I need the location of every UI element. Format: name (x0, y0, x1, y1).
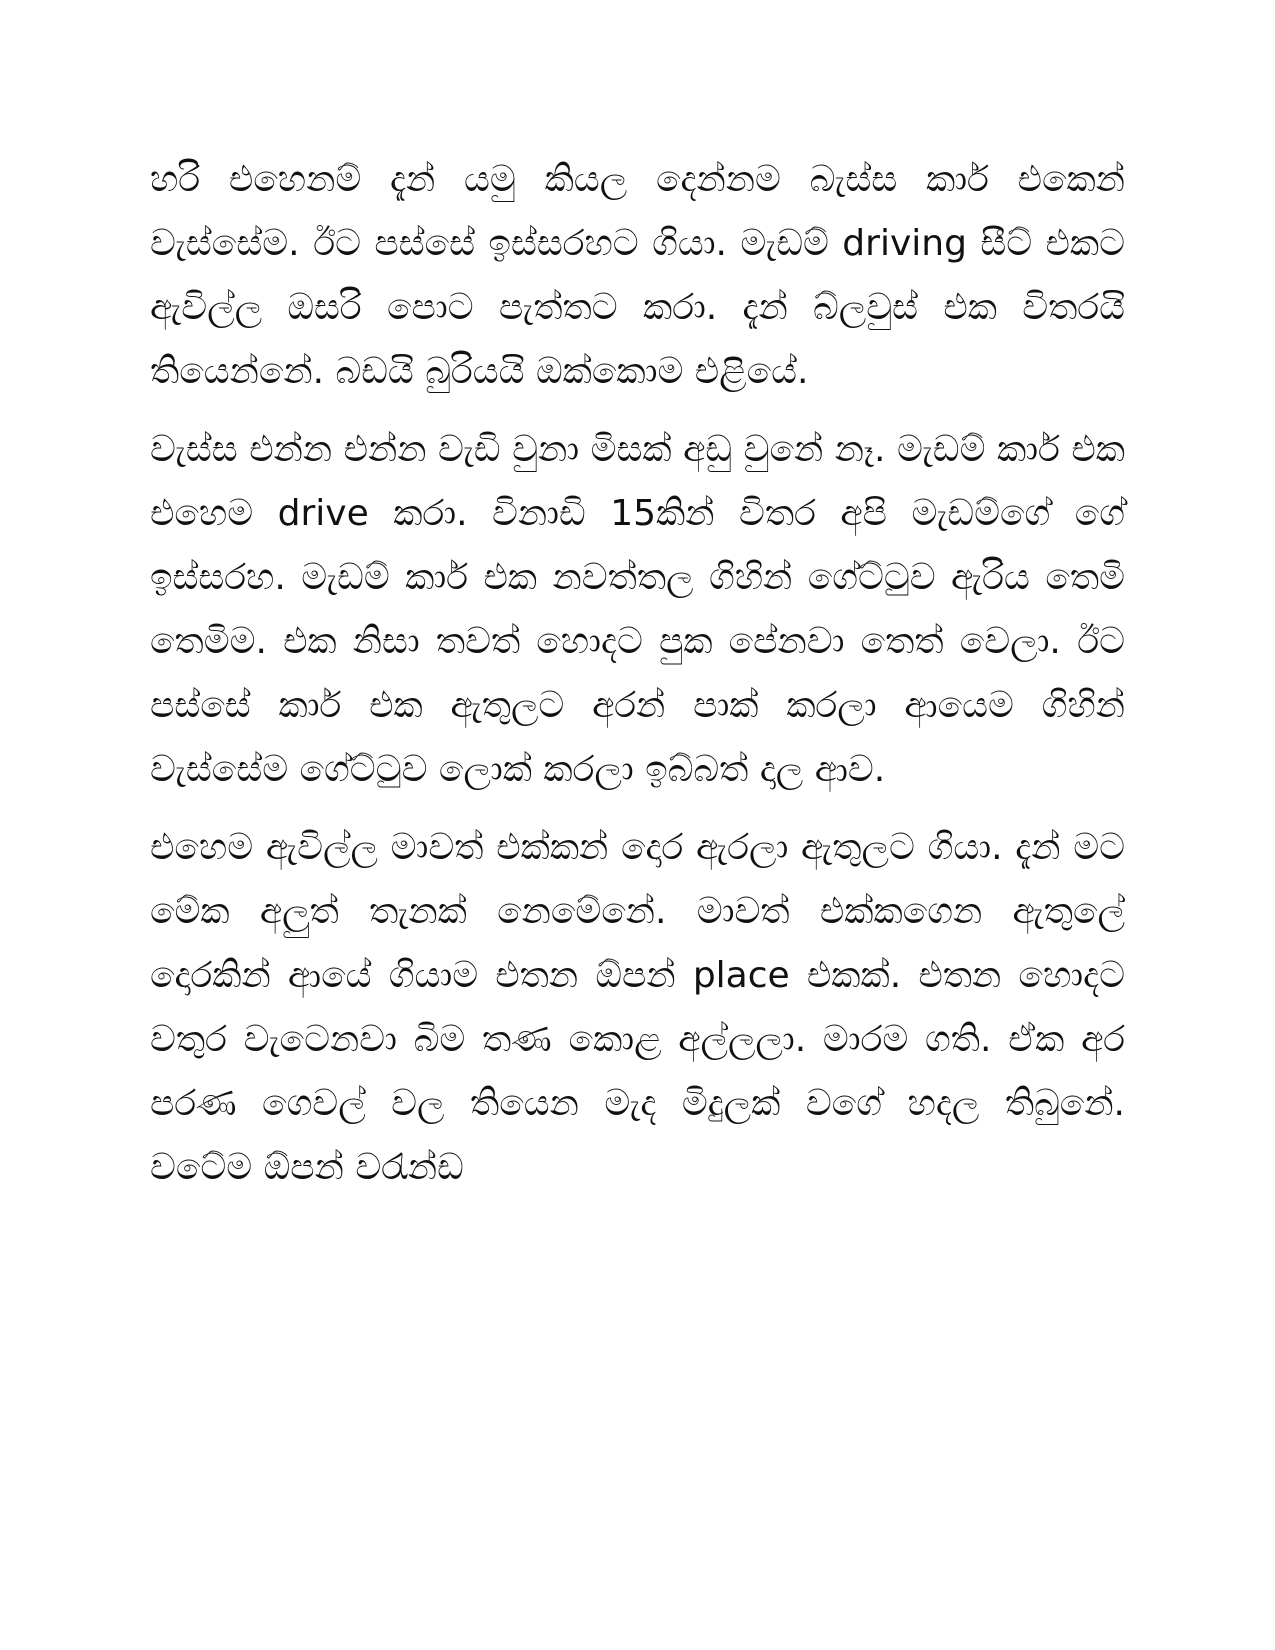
paragraph-2: වැස්ස එන්න එන්න වැඩි වුනා මිසක් අඩු වුනේ නෑ. මැඩම් කාර් එක එහෙම drive කරා. විනාඩි 15කින් විතර අපි මැඩම්ගේ ගේ ඉස්සරහ. මැඩම් කාර් එක නවත්තල ගිහින් ගේට්ටුව ඇරිය තෙමි තෙමිම. එක නිසා තවත් හොදට පුක පේනවා තෙත් වෙලා. ඊට පස්සේ කාර් එක ඇතුලට අරන් පාක් කරලා ආයෙම ගිහින් වැස්සේම ගේට්ටුව ලොක් කරලා ඉබ්බත් දාල ආව. (150, 429, 1125, 790)
paragraph-1: හරි එහෙනම් දැන් යමු කියල දෙන්නම බැස්ස කාර් එකෙන් වැස්සේම. ඊට පස්සේ ඉස්සරහට ගියා. මැඩම් driving සීට් එකට ඇවිල්ල ඔසරි පොට පැත්තට කරා. දැන් බ්ලවුස් එක විතරයි තියෙන්නේ. බඩයි බුරියයි ඔක්කොම එළියේ. (150, 159, 1125, 392)
document-page (150, 148, 1125, 1214)
paragraph-3: එහෙම ඇවිල්ල මාවත් එක්කන් දොර ඇරලා ඇතුලට ගියා. දැන් මට මේක අලුත් තැනක් නෙමේනේ. මාවත් එක්කගෙන ඇතුලේ දොරකින් ආයේ ගියාම එතන ඕපන් place එකක්. එතන හොදට වතුර වැටෙනවා බිම තණ කොළ අල්ලලා. මාරම ගති. ඒක අර පරණ ගෙවල් වල තියෙන මැද මිදුලක් වගේ හදල තිබුනේ. වටේම ඕපන් වරැන්ඩ (150, 827, 1125, 1188)
